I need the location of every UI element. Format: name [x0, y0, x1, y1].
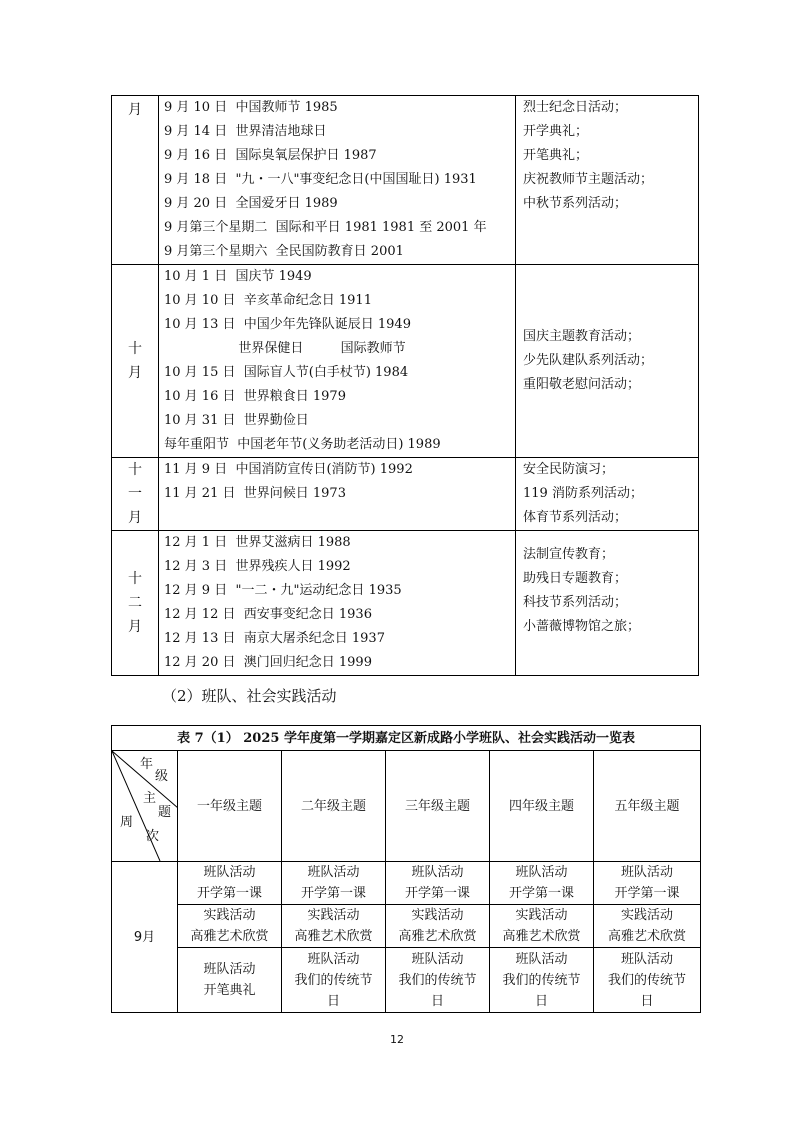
month-char: 一 [128, 486, 142, 502]
activity-line: 班队活动 [621, 865, 674, 880]
activity-line: 开学第一课 [404, 886, 470, 901]
observance-day: 9 月 20 日 全国爱牙日 1989 [164, 196, 338, 211]
activity-item: 中秋节系列活动； [523, 196, 628, 211]
activity-item: 119 消防系列活动； [523, 486, 643, 501]
activity-line: 开学第一课 [300, 886, 366, 901]
activity-cell [178, 905, 282, 948]
activities-cell [516, 96, 699, 265]
activity-cell [178, 948, 282, 1013]
activity-line: 开学第一课 [196, 886, 262, 901]
festival-row [112, 458, 699, 531]
activity-item: 安全民防演习； [523, 462, 615, 477]
activity-cell [490, 862, 594, 905]
activity-line: 我们的传统节 [608, 972, 687, 988]
festival-row [112, 265, 699, 458]
activity-cell [594, 905, 701, 948]
activity-line: 班队活动 [203, 865, 256, 880]
month-char: 十 [128, 341, 142, 357]
activity-line: 班队活动 [203, 962, 256, 977]
activity-item: 法制宣传教育； [523, 547, 615, 562]
activities-cell [516, 265, 699, 458]
activity-cell [594, 862, 701, 905]
activity-line: 开学第一课 [614, 886, 680, 901]
activity-line: 实践活动 [307, 908, 360, 923]
activity-cell [282, 905, 386, 948]
activity-line: 日 [640, 993, 654, 1009]
observance-day: 12 月 9 日 "一二・九"运动纪念日 1935 [164, 583, 402, 598]
activity-line: 高雅艺术欣赏 [190, 929, 269, 944]
activity-line: 实践活动 [203, 908, 256, 923]
observance-day: 每年重阳节 中国老年节(义务助老活动日) 1989 [164, 437, 441, 452]
activity-line: 我们的传统节 [294, 972, 373, 988]
activity-line: 班队活动 [411, 951, 464, 967]
month-cell [112, 458, 159, 531]
page-number: 12 [390, 1033, 404, 1046]
observance-day: 9 月 16 日 国际臭氧层保护日 1987 [164, 148, 377, 163]
observance-days-cell [159, 265, 516, 458]
activity-cell [386, 862, 490, 905]
observance-day: 11 月 9 日 中国消防宣传日(消防节) 1992 [164, 462, 413, 477]
table-caption: 表 7（1） 2025 学年度第一学期嘉定区新成路小学班队、社会实践活动一览表 [112, 726, 701, 751]
activity-line: 班队活动 [411, 865, 464, 880]
activity-line: 班队活动 [307, 951, 360, 967]
festival-row [112, 531, 699, 676]
observance-day: 9 月 18 日 "九・一八"事变纪念日(中国国耻日) 1931 [164, 172, 477, 187]
grade-header: 四年级主题 [490, 751, 594, 862]
practice-row [112, 948, 701, 1013]
grade-header: 三年级主题 [386, 751, 490, 862]
activity-line: 开笔典礼 [203, 983, 256, 998]
activity-line: 开学第一课 [508, 886, 574, 901]
activity-line: 高雅艺术欣赏 [398, 929, 477, 944]
activity-item: 烈士纪念日活动； [523, 100, 628, 115]
activities-cell [516, 531, 699, 676]
grade-header: 二年级主题 [282, 751, 386, 862]
practice-row [112, 862, 701, 905]
grade-header: 五年级主题 [594, 751, 701, 862]
festival-row [112, 96, 699, 265]
corner-label: 次 [146, 829, 160, 844]
activity-line: 高雅艺术欣赏 [294, 929, 373, 944]
observance-day: 10 月 10 日 辛亥革命纪念日 1911 [164, 293, 372, 308]
activity-item: 科技节系列活动； [523, 595, 628, 610]
activity-item: 重阳敬老慰问活动； [523, 377, 641, 392]
month-cell [112, 96, 159, 265]
observance-day: 12 月 13 日 南京大屠杀纪念日 1937 [164, 631, 385, 646]
observance-day: 9 月 14 日 世界清洁地球日 [164, 124, 327, 139]
observance-days-cell [159, 96, 516, 265]
activity-line: 日 [534, 993, 548, 1009]
activity-line: 实践活动 [411, 908, 464, 923]
activity-line: 日 [326, 993, 340, 1009]
activity-line: 实践活动 [621, 908, 674, 923]
observance-day: 世界保健日 国际教师节 [164, 341, 406, 356]
diagonal-header-cell [112, 751, 178, 862]
activities-cell [516, 458, 699, 531]
month-char: 月 [128, 102, 142, 118]
grade-header: 一年级主题 [178, 751, 282, 862]
activity-cell [282, 948, 386, 1013]
month-char: 月 [128, 619, 142, 635]
activity-line: 班队活动 [515, 865, 568, 880]
activity-item: 少先队建队系列活动； [523, 353, 654, 368]
activity-item: 开笔典礼； [523, 148, 589, 163]
observance-day: 10 月 31 日 世界勤俭日 [164, 413, 309, 428]
month-cell: 9月 [112, 862, 178, 1013]
observance-day: 9 月 10 日 中国教师节 1985 [164, 100, 338, 115]
observance-day: 11 月 21 日 世界问候日 1973 [164, 486, 346, 501]
activity-line: 日 [430, 993, 444, 1009]
observance-day: 12 月 1 日 世界艾滋病日 1988 [164, 535, 351, 550]
month-char: 月 [128, 510, 142, 526]
activity-line: 实践活动 [515, 908, 568, 923]
month-char: 月 [128, 365, 142, 381]
section-heading: （2）班队、社会实践活动 [162, 687, 337, 705]
observance-days-cell [159, 531, 516, 676]
corner-label: 题 [158, 805, 172, 820]
activity-line: 我们的传统节 [502, 972, 581, 988]
practice-table [111, 725, 701, 1013]
activity-line: 班队活动 [515, 951, 568, 967]
activity-item: 助残日专题教育； [523, 571, 628, 586]
month-cell [112, 265, 159, 458]
activity-cell [490, 948, 594, 1013]
observance-day: 10 月 16 日 世界粮食日 1979 [164, 389, 346, 404]
activity-item: 开学典礼； [523, 124, 589, 139]
observance-day: 12 月 20 日 澳门回归纪念日 1999 [164, 655, 372, 670]
month-char: 十 [128, 462, 142, 478]
activity-cell [386, 948, 490, 1013]
month-char: 二 [128, 595, 142, 611]
activity-line: 班队活动 [307, 865, 360, 880]
activity-cell [282, 862, 386, 905]
activity-item: 国庆主题教育活动； [523, 329, 641, 344]
corner-label: 周 [120, 815, 134, 830]
activity-line: 高雅艺术欣赏 [502, 929, 581, 944]
activity-cell [178, 862, 282, 905]
activity-line: 我们的传统节 [398, 972, 477, 988]
observance-day: 12 月 3 日 世界残疾人日 1992 [164, 559, 351, 574]
observance-days-cell [159, 458, 516, 531]
month-cell [112, 531, 159, 676]
activity-item: 庆祝教师节主题活动； [523, 172, 654, 187]
activity-item: 小蔷薇博物馆之旅； [523, 619, 641, 634]
observance-day: 9 月第三个星期二 国际和平日 1981 1981 至 2001 年 [164, 220, 487, 235]
observance-day: 9 月第三个星期六 全民国防教育日 2001 [164, 244, 404, 259]
corner-label: 主 [143, 791, 157, 806]
practice-row [112, 905, 701, 948]
observance-day: 10 月 13 日 中国少年先锋队诞辰日 1949 [164, 317, 411, 332]
festival-table [111, 95, 699, 676]
month-char: 十 [128, 571, 142, 587]
activity-line: 高雅艺术欣赏 [608, 929, 687, 944]
observance-day: 12 月 12 日 西安事变纪念日 1936 [164, 607, 372, 622]
activity-cell [386, 905, 490, 948]
corner-label: 年 [140, 757, 154, 772]
activity-item: 体育节系列活动； [523, 510, 628, 525]
corner-label: 级 [155, 769, 169, 784]
activity-cell [594, 948, 701, 1013]
activity-cell [490, 905, 594, 948]
observance-day: 10 月 1 日 国庆节 1949 [164, 269, 312, 284]
activity-line: 班队活动 [621, 951, 674, 967]
observance-day: 10 月 15 日 国际盲人节(白手杖节) 1984 [164, 365, 409, 380]
